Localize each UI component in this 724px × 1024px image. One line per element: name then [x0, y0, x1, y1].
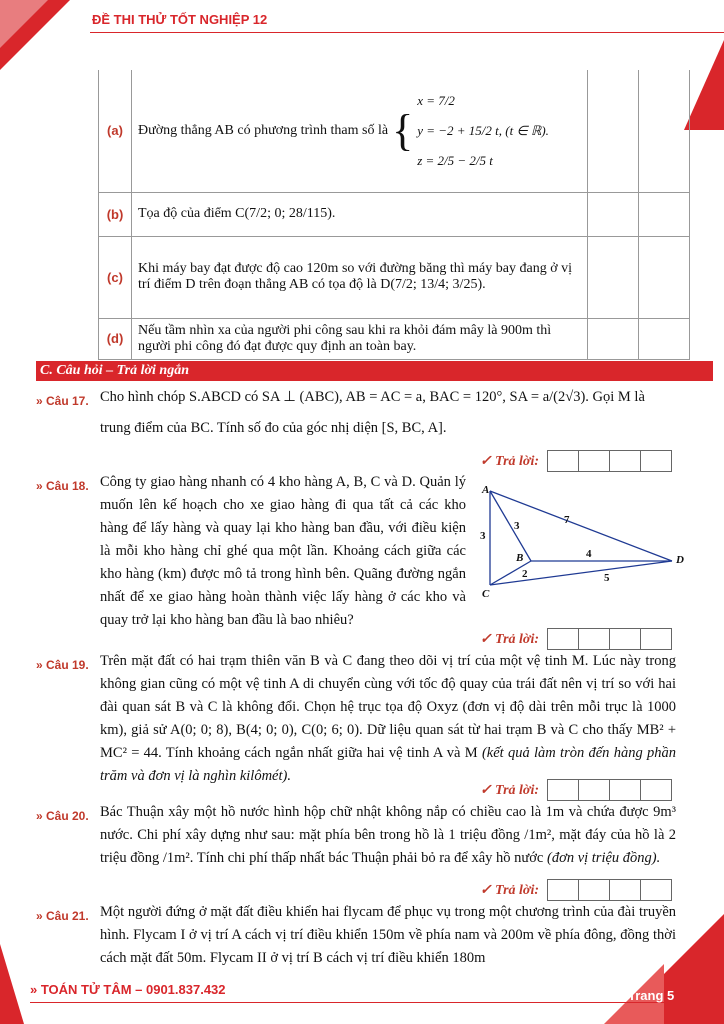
question-17	[36, 386, 676, 440]
answer-digit-box[interactable]	[609, 879, 640, 901]
footer-author: » TOÁN TỬ TÂM – 0901.837.432	[30, 982, 226, 997]
answer-digit-box[interactable]	[578, 628, 609, 650]
answer-cell-true[interactable]	[588, 236, 639, 318]
answer-cell-true[interactable]	[588, 318, 639, 359]
eq-x: x = 7/2	[417, 92, 455, 108]
question-note: (kết quả làm tròn đến hàng phần trăm và đơn vị là nghìn kilômét).	[100, 745, 677, 784]
row-statement: Nếu tầm nhìn xa của người phi công sau khi ra khỏi đám mây là 900m thì người phi công đó đạt được quy định an toàn bay.	[132, 318, 588, 359]
question-20	[36, 801, 676, 870]
point-label: A	[482, 484, 490, 496]
warehouse-graph-figure	[476, 481, 696, 601]
page-number: Trang 5	[628, 988, 675, 1003]
table-row	[99, 192, 690, 236]
answer-digit-box[interactable]	[547, 779, 578, 801]
corner-decoration	[0, 944, 24, 1024]
row-statement: Khi máy bay đạt được độ cao 120m so với đường băng thì máy bay đang ở vị trí điểm D trên đoạn thẳng AB có tọa độ là D(7/2; 13/4; 3/25).	[132, 236, 588, 318]
edge-weight: 2	[522, 568, 528, 580]
header-divider	[90, 32, 724, 33]
question-number: » Câu 17.	[36, 394, 89, 408]
answer-digit-box[interactable]	[609, 628, 640, 650]
question-text: Trên mặt đất có hai trạm thiên văn B và C đang theo dõi vị trí của một vệ tinh M. Lúc này trong không gian cũng có một vệ tinh A di chuyển cùng với tốc độ quay của trái đất nên vị trí so với hai đài quan sát B và C là không đổi. Chọn hệ trục tọa độ Oxyz (đơn vị độ dài trên mỗi trục là 1000 km), giả sử A(0; 0; 8), B(4; 0; 0), C(0; 6; 0). Dữ liệu quan sát từ hai trạm B và C cho thấy MB² + MC² = 44. Tính khoảng cách ngắn nhất giữa hai vệ tinh A và M	[100, 653, 676, 761]
answer-label: ✓ Trả lời:	[479, 882, 539, 898]
table-row	[99, 70, 690, 192]
answer-cell-false[interactable]	[639, 236, 690, 318]
answer-label: ✓ Trả lời:	[479, 631, 539, 647]
edge-weight: 7	[564, 514, 570, 526]
statement-text: Đường thẳng AB có phương trình tham số là	[138, 122, 389, 138]
question-number: » Câu 19.	[36, 658, 89, 672]
answer-box-20	[480, 879, 672, 901]
answer-digit-box[interactable]	[640, 879, 672, 901]
true-false-table	[98, 70, 690, 360]
row-label: (d)	[99, 318, 132, 359]
answer-cell-true[interactable]	[588, 192, 639, 236]
footer-divider	[30, 1002, 664, 1003]
question-18	[36, 471, 466, 632]
eq-y: y = −2 + 15/2 t, (t ∈ ℝ).	[417, 122, 549, 138]
table-row	[99, 236, 690, 318]
edge-weight: 5	[604, 572, 610, 584]
edge-ab	[490, 491, 531, 561]
eq-z: z = 2/5 − 2/5 t	[417, 152, 493, 168]
edge-weight: 3	[480, 530, 486, 542]
answer-box-17	[480, 450, 672, 472]
row-label: (a)	[99, 70, 132, 192]
point-label: D	[676, 554, 684, 566]
edge-cd	[490, 561, 672, 585]
answer-digit-box[interactable]	[547, 450, 578, 472]
answer-label: ✓ Trả lời:	[479, 453, 539, 469]
section-heading: C. Câu hỏi – Trả lời ngắn	[36, 361, 713, 381]
question-number: » Câu 18.	[36, 479, 89, 493]
point-label: B	[516, 552, 524, 564]
question-text: Một người đứng ở mặt đất điều khiển hai flycam để phục vụ trong một chương trình của đài truyền hình. Flycam I ở vị trí A cách vị trí điều khiển 150m về phía nam và 200m về phía đông, đồng thời cách mặt đất 50m. Flycam II ở vị trí B cách vị trí điều khiển 180m	[100, 904, 676, 966]
question-text: trung điểm của BC. Tính số đo của góc nhị diện [S, BC, A].	[100, 420, 447, 436]
answer-digit-box[interactable]	[640, 450, 672, 472]
row-label: (c)	[99, 236, 132, 318]
answer-digit-box[interactable]	[578, 879, 609, 901]
question-19	[36, 650, 676, 788]
answer-digit-box[interactable]	[640, 779, 672, 801]
question-number: » Câu 21.	[36, 909, 89, 923]
question-text: Bác Thuận xây một hồ nước hình hộp chữ nhật không nắp có chiều cao là 1m và chứa được 9m³ nước. Chi phí xây dựng như sau: mặt phía bên trong hồ là 1 triệu đồng /1m², mặt đáy của hồ là 2 triệu đồng /1m². Tính chi phí thấp nhất bác Thuận phải bỏ ra để xây hồ nước	[100, 804, 676, 866]
answer-digit-box[interactable]	[640, 628, 672, 650]
question-text: Công ty giao hàng nhanh có 4 kho hàng A, B, C và D. Quản lý muốn lên kế hoạch cho xe giao hàng đi qua tất cả các kho hàng để lấy hàng và quay lại kho hàng ban đầu, với điều kiện là mỗi kho hàng chỉ ghé qua một lần. Khoảng cách giữa các kho hàng (km) được mô tả trong hình bên. Quãng đường ngắn nhất để xe giao hàng hoàn thành việc lấy hàng ở các kho và quay trở lại kho hàng ban đầu là bao nhiêu?	[100, 474, 466, 628]
edge-weight: 3	[514, 520, 520, 532]
answer-box-19	[480, 779, 672, 801]
row-label: (b)	[99, 192, 132, 236]
point-label: C	[482, 588, 490, 600]
row-statement	[132, 70, 588, 192]
brace: {	[392, 105, 414, 155]
answer-cell-false[interactable]	[639, 192, 690, 236]
answer-digit-box[interactable]	[609, 450, 640, 472]
table-row	[99, 318, 690, 359]
corner-decoration	[0, 0, 48, 48]
row-statement: Tọa độ của điểm C(7/2; 0; 28/115).	[132, 192, 588, 236]
answer-digit-box[interactable]	[578, 450, 609, 472]
answer-cell-false[interactable]	[639, 318, 690, 359]
question-text: Cho hình chóp S.ABCD có SA ⊥ (ABC), AB = AC = a, BAC = 120°, SA = a/(2√3). Gọi M là	[100, 389, 645, 405]
answer-digit-box[interactable]	[547, 879, 578, 901]
question-number: » Câu 20.	[36, 809, 89, 823]
question-21	[36, 901, 676, 970]
answer-box-18	[480, 628, 672, 650]
edge-weight: 4	[586, 548, 592, 560]
answer-cell-false[interactable]	[639, 70, 690, 192]
answer-cell-true[interactable]	[588, 70, 639, 192]
answer-digit-box[interactable]	[547, 628, 578, 650]
question-note: (đơn vị triệu đồng).	[547, 850, 661, 866]
answer-digit-box[interactable]	[578, 779, 609, 801]
corner-decoration	[684, 40, 724, 130]
answer-label: ✓ Trả lời:	[479, 782, 539, 798]
answer-digit-box[interactable]	[609, 779, 640, 801]
page-header-title: ĐỀ THI THỬ TỐT NGHIỆP 12	[92, 12, 268, 27]
